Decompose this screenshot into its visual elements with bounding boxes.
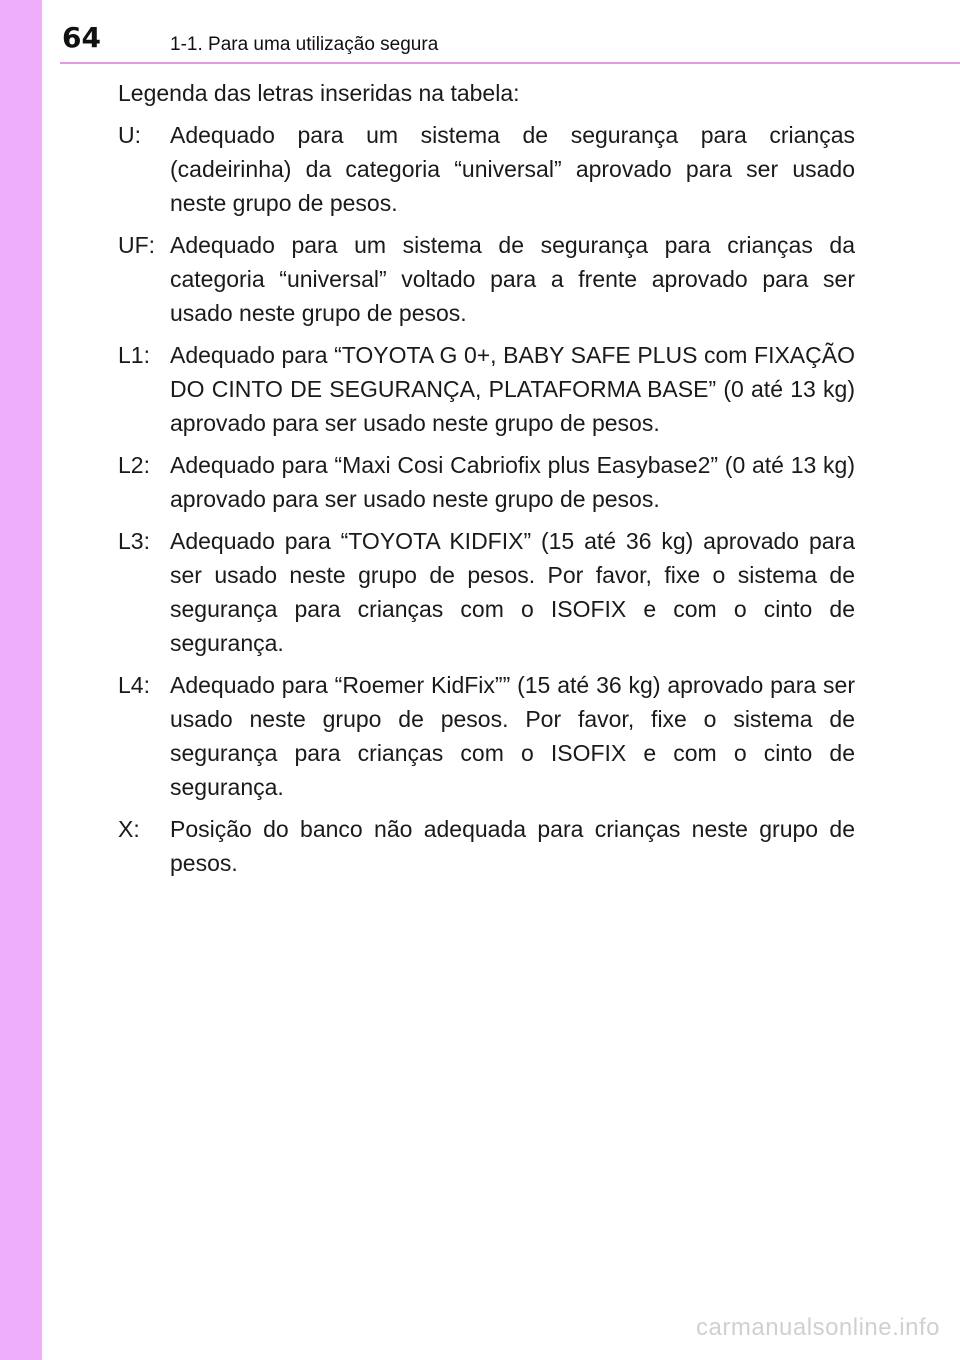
legend-description: Adequado para “TOYOTA KIDFIX” (15 até 36 kg) aprovado para ser usado neste grupo de pesos. Por favor, fixe o sistema de segurança para crianças com o ISOFIX e com o cinto de segurança. xyxy=(170,528,855,656)
legend-list xyxy=(118,118,855,880)
legend-item-l3 xyxy=(118,524,855,660)
legend-item-l2 xyxy=(118,448,855,516)
side-color-band xyxy=(0,0,42,1360)
legend-key: X: xyxy=(118,816,140,842)
legend-key: UF: xyxy=(118,232,156,258)
legend-item-x xyxy=(118,812,855,880)
legend-key: L2: xyxy=(118,452,150,478)
legend-item-l4 xyxy=(118,668,855,804)
legend-description: Adequado para um sistema de segurança para crianças da categoria “universal” voltado para a frente aprovado para ser usado neste grupo de pesos. xyxy=(170,232,855,326)
legend-intro: Legenda das letras inseridas na tabela: xyxy=(118,80,520,106)
legend-key: L3: xyxy=(118,528,150,554)
legend-item-uf xyxy=(118,228,855,330)
page-content xyxy=(118,76,855,888)
legend-description: Adequado para “TOYOTA G 0+, BABY SAFE PLUS com FIXAÇÃO DO CINTO DE SEGURANÇA, PLATAFORMA BASE” (0 até 13 kg) aprovado para ser usado neste grupo de pesos. xyxy=(170,342,855,436)
legend-description: Adequado para “Roemer KidFix”” (15 até 36 kg) aprovado para ser usado neste grupo de pesos. Por favor, fixe o sistema de segurança para crianças com o ISOFIX e com o cinto de segurança. xyxy=(170,672,855,800)
watermark: carmanualsonline.info xyxy=(696,1314,940,1341)
header-divider xyxy=(60,62,960,64)
legend-item-l1 xyxy=(118,338,855,440)
legend-item-u xyxy=(118,118,855,220)
page-number: 64 xyxy=(62,21,101,54)
legend-key: U: xyxy=(118,122,141,148)
legend-description: Adequado para “Maxi Cosi Cabriofix plus Easybase2” (0 até 13 kg) aprovado para ser usado neste grupo de pesos. xyxy=(170,452,855,512)
legend-description: Posição do banco não adequada para crianças neste grupo de pesos. xyxy=(170,816,855,876)
legend-key: L4: xyxy=(118,672,150,698)
legend-key: L1: xyxy=(118,342,150,368)
legend-description: Adequado para um sistema de segurança para crianças (cadeirinha) da categoria “universal” aprovado para ser usado neste grupo de pesos. xyxy=(170,122,855,216)
section-title: 1-1. Para uma utilização segura xyxy=(170,34,439,55)
